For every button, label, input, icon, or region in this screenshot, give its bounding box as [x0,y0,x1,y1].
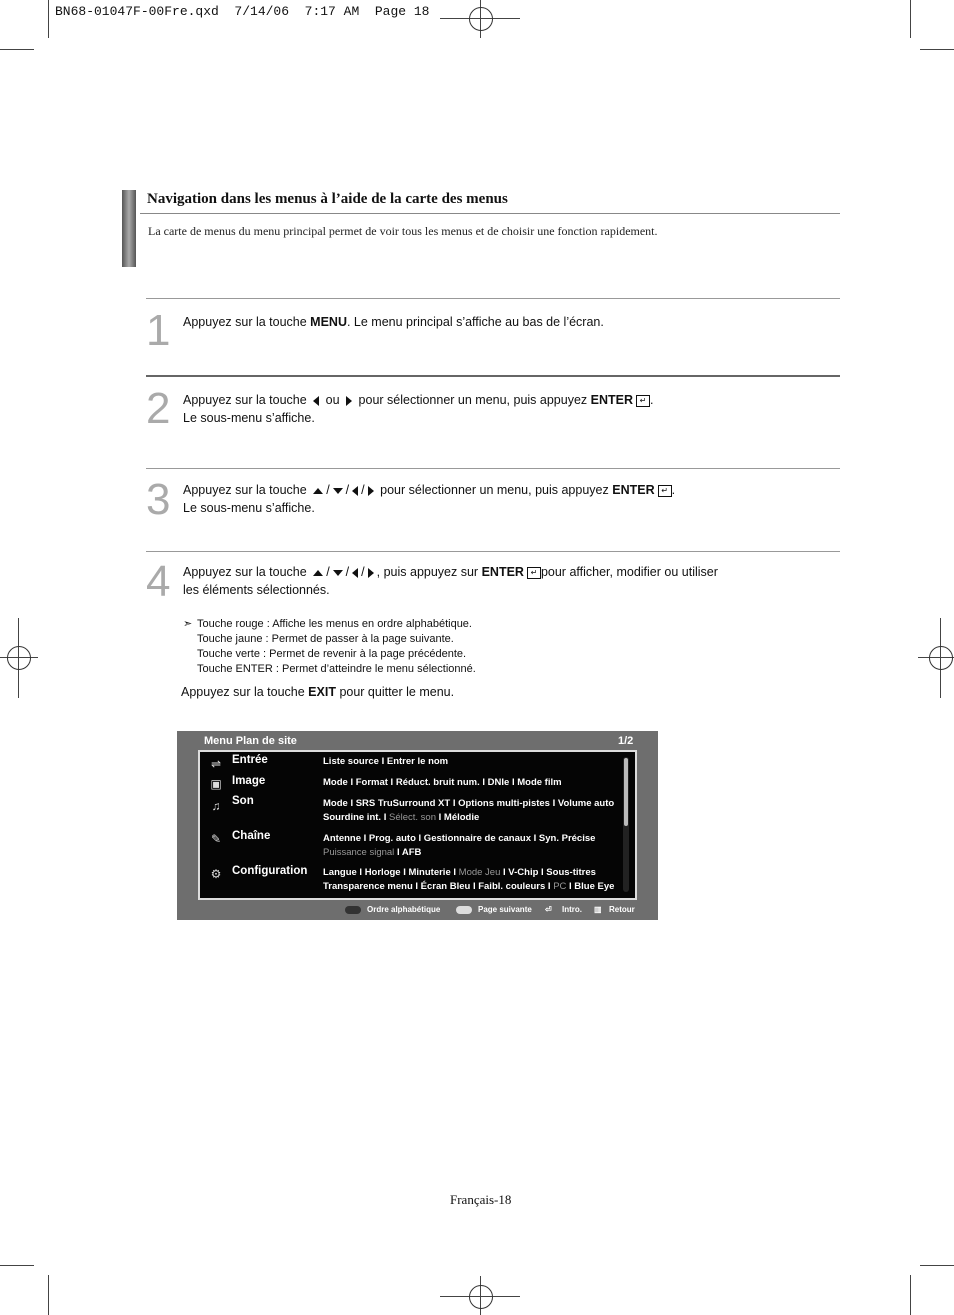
step-number: 4 [146,557,171,606]
registration-circle [469,7,493,31]
yellow-button-icon [456,906,472,914]
down-arrow-icon [333,488,343,494]
menu-items: Antenne I Prog. auto I Gestionnaire de canaux I Syn. Précise [323,833,596,844]
crop-mark [48,1275,49,1315]
step-subtext: Le sous-menu s’affiche. [183,411,315,425]
up-arrow-icon [313,488,323,494]
enter-icon: ↵ [636,395,650,407]
enter-icon: ↵ [658,485,672,497]
section-rule [140,213,840,214]
step-text: Appuyez sur la touche [183,315,311,329]
key-name: ENTER [612,483,655,497]
key-name: MENU [310,315,347,329]
step-text: pour afficher, modifier ou utiliser [540,565,718,579]
step-divider [146,298,840,299]
note-item: ➣ Touche rouge : Affiche les menus en ordre alphabétique. [183,618,472,630]
menu-items: Langue I Horloge I Minuterie I Mode Jeu I V-Chip I Sous-titres [323,867,596,878]
menu-scroll-thumb[interactable] [624,758,628,826]
key-name: EXIT [308,685,336,699]
crop-mark [910,1275,911,1315]
step-text: Appuyez sur la touche [183,565,307,579]
left-arrow-icon [352,486,358,496]
sound-icon: ♫ [211,799,221,813]
key-name: ENTER [481,565,524,579]
menu-items: Mode I Format I Réduct. bruit num. I DNIe I Mode film [323,777,562,788]
menu-title: Menu Plan de site [204,735,297,747]
registration-circle [469,1285,493,1309]
note-item: Touche ENTER : Permet d’atteindre le menu sélectionné. [197,663,476,675]
down-arrow-icon [333,570,343,576]
section-title: Navigation dans les menus à l’aide de la carte des menus [147,191,508,207]
step-text: . Le menu principal s’affiche au bas de l’écran. [346,315,604,329]
step-divider [146,468,840,469]
note-list [183,617,476,677]
step-text: Appuyez sur la touche [183,483,307,497]
crop-mark [920,49,954,50]
menu-category-configuration[interactable]: Configuration [232,865,308,877]
red-button-icon [345,906,361,914]
menu-category-entree[interactable]: Entrée [232,754,268,766]
step-text: Appuyez sur la touche [183,393,307,407]
right-arrow-icon [368,486,374,496]
channel-icon: ✎ [210,832,222,846]
picture-icon: ▣ [210,777,222,791]
return-icon: ▥ [594,905,602,914]
section-description: La carte de menus du menu principal permet de voir tous les menus et de choisir une fonction rapidement. [148,224,658,238]
step-4-text: Appuyez sur la touche / / / , puis appuyez sur ENTER ↵ pour afficher, modifier ou utiliser les éléments sélectionnés. [183,565,718,597]
step-text: pour sélectionner un menu, puis appuyez [358,393,588,407]
step-divider [146,551,840,552]
menu-page-indicator: 1/2 [618,735,634,747]
footer-intro: Intro. [562,905,582,914]
crop-mark [920,1265,954,1266]
menu-items: Liste source I Entrer le nom [323,756,449,767]
footer-next: Page suivante [478,905,532,914]
left-arrow-icon [313,396,319,406]
up-arrow-icon [313,570,323,576]
menu-category-son[interactable]: Son [232,795,254,807]
note-item: Touche verte : Permet de revenir à la page précédente. [197,648,467,660]
step-text: , puis appuyez sur [376,565,479,579]
step-number: 1 [146,306,171,355]
step-1-text [183,313,604,331]
step-number: 3 [146,475,171,524]
note-item: Touche jaune : Permet de passer à la page suivante. [197,633,454,645]
step-divider [146,375,840,377]
left-arrow-icon [352,568,358,578]
key-name: ENTER [590,393,634,407]
step-2-text: Appuyez sur la touche ou pour sélectionner un menu, puis appuyez ENTER ↵ . Le sous-menu s’affiche. [183,393,654,425]
right-arrow-icon [346,396,352,406]
menu-items: Mode I SRS TruSurround XT I Options multi-pistes I Volume auto [323,798,615,809]
step-3-text: Appuyez sur la touche / / / pour sélectionner un menu, puis appuyez ENTER ↵ . Le sous-menu s’affiche. [183,483,676,515]
menu-items: Sourdine int. I Sélect. son I Mélodie [323,812,480,823]
registration-circle [929,646,953,670]
step-subtext: Le sous-menu s’affiche. [183,501,315,515]
input-icon: ⇌ [210,757,222,771]
menu-category-chaine[interactable]: Chaîne [232,830,271,842]
enter-icon: ↵ [527,567,541,579]
crop-mark [910,0,911,38]
step-subtext: les éléments sélectionnés. [183,583,330,597]
exit-instruction: Appuyez sur la touche EXIT pour quitter le menu. [181,685,455,699]
page-number: Français-18 [450,1192,512,1207]
step-text: pour sélectionner un menu, puis appuyez [380,483,609,497]
crop-mark [48,0,49,38]
step-number: 2 [146,384,171,433]
setup-icon: ⚙ [210,867,222,881]
right-arrow-icon [368,568,374,578]
crop-mark [0,49,34,50]
footer-back: Retour [609,905,635,914]
section-bar [122,190,136,267]
menu-category-image[interactable]: Image [232,775,266,787]
menu-items: Puissance signal I AFB [323,847,422,858]
registration-circle [7,646,31,670]
crop-mark [0,1265,34,1266]
step-text: ou [325,393,340,407]
footer-alpha: Ordre alphabétique [367,905,441,914]
note-arrow-icon: ➣ [183,618,193,630]
enter-icon: ⏎ [545,905,552,914]
menu-items: Transparence menu I Écran Bleu I Faibl. couleurs I PC I Blue Eye [323,881,615,892]
file-header: BN68-01047F-00Fre.qxd 7/14/06 7:17 AM Page 18 [55,4,430,19]
